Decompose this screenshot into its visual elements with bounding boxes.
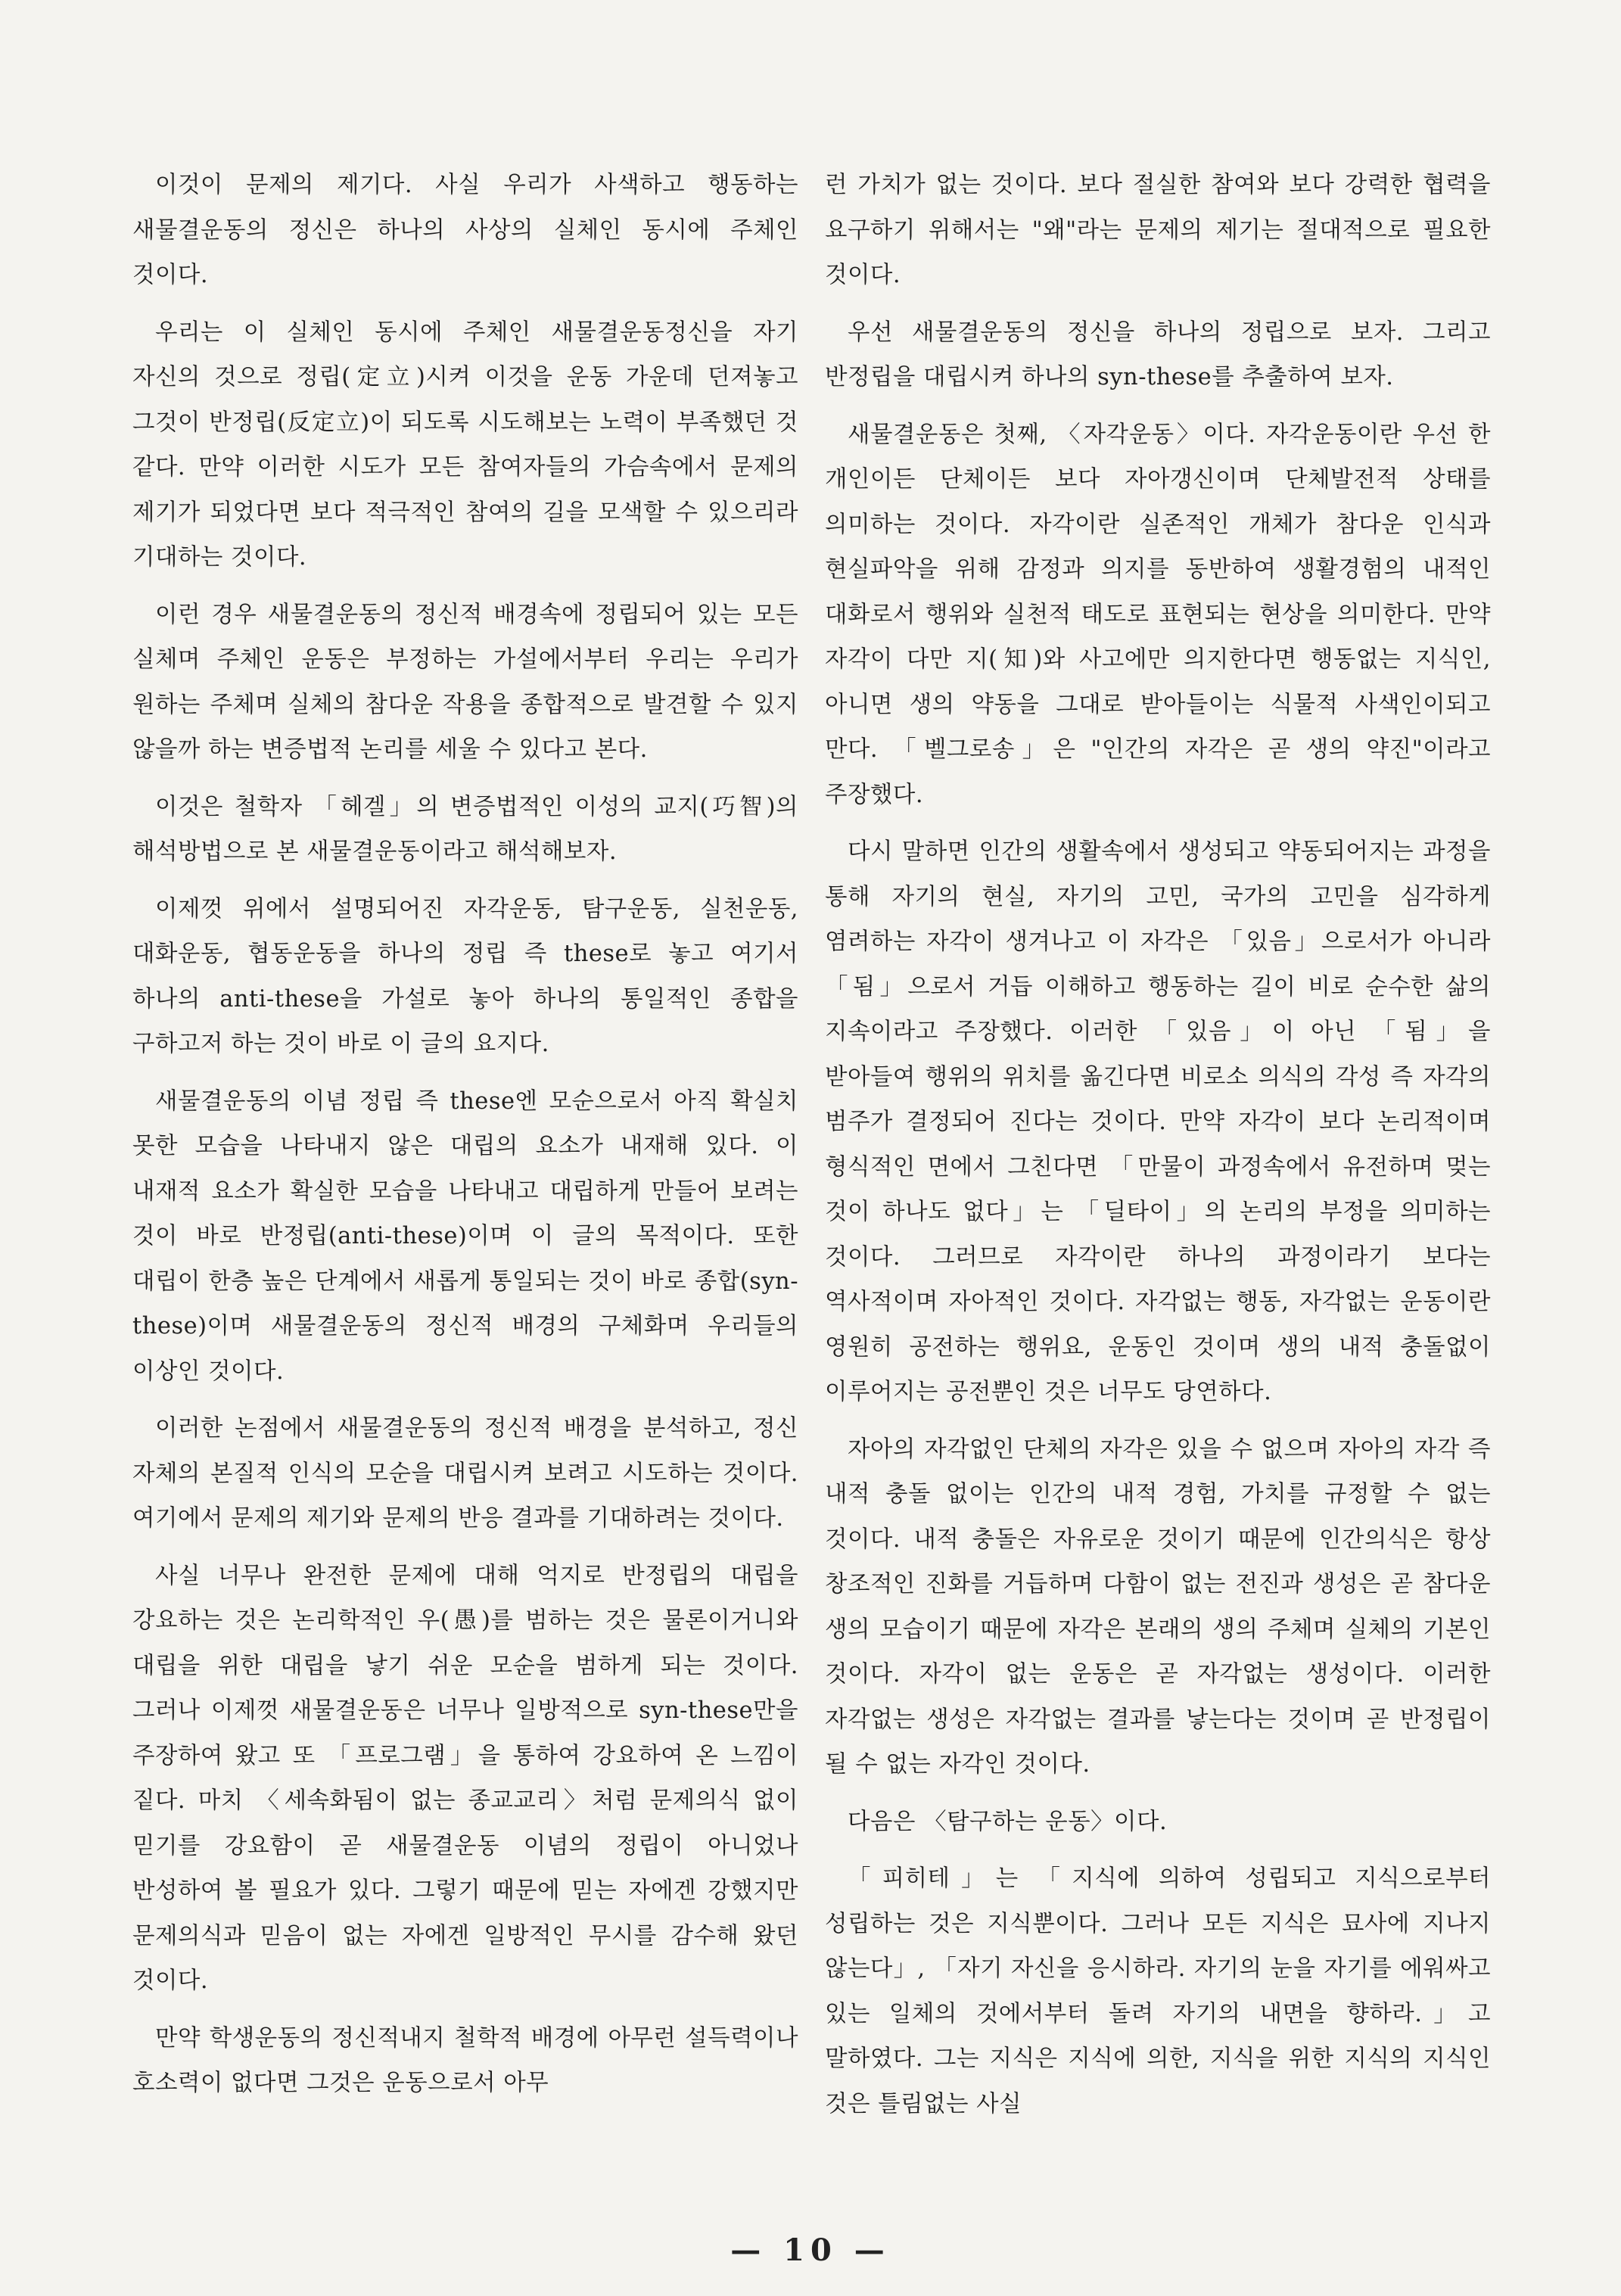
paragraph: 다음은 〈탐구하는 운동〉이다. [848, 1808, 1168, 1835]
right-column [825, 163, 1491, 2139]
paragraph: 자아의 자각없인 단체의 자각은 있을 수 없으며 자아의 자각 즉 내적 충돌 없이는 인간의 내적 경험, 가치를 규정할 수 없는 것이다. 내적 충돌은 자유로운 것이기 때문에 인간의식은 항상 창조적인 진화를 거듭하며 다함이 없는 전진과 생성은 곧 참다운 생의 모습이기 때문에 자각은 본래의 생의 주체며 실체의 기본인 것이다. 자각이 없는 운동은 곧 자각없는 생성이다. 이러한 자각없는 생성은 자각없는 결과를 낳는다는 것이며 곧 반정립이 될 수 없는 자각인 것이다. [825, 1436, 1491, 1778]
paragraph: 우선 새물결운동의 정신을 하나의 정립으로 보자. 그리고 반정립을 대립시켜 하나의 syn-these를 추출하여 보자. [825, 319, 1491, 390]
paragraph: 새물결운동의 이념 정립 즉 these엔 모순으로서 아직 확실치 못한 모습을 나타내지 않은 대립의 요소가 내재해 있다. 이 내재적 요소가 확실한 모습을 나타내고 대립하게 만들어 보려는 것이 바로 반정립(anti-these)이며 이 글의 목적이다. 또한 대립이 한층 높은 단계에서 새롭게 통일되는 것이 바로 종합(syn-these)이며 새물결운동의 정신적 배경의 구체화며 우리들의 이상인 것이다. [132, 1087, 798, 1385]
paragraph: 런 가치가 없는 것이다. 보다 절실한 참여와 보다 강력한 협력을 요구하기 위해서는 "왜"라는 문제의 제기는 절대적으로 필요한 것이다. [825, 172, 1491, 288]
paragraph: 다시 말하면 인간의 생활속에서 생성되고 약동되어지는 과정을 통해 자기의 현실, 자기의 고민, 국가의 고민을 심각하게 염려하는 자각이 생겨나고 이 자각은 「있음」으로서가 아니라 「됨」으로서 거듭 이해하고 행동하는 길이 비로 순수한 삶의 지속이라고 주장했다. 이러한 「있음」이 아닌 「됨」을 받아들여 행위의 위치를 옮긴다면 비로소 의식의 각성 즉 자각의 범주가 결정되어 진다는 것이다. 만약 자각이 보다 논리적이며 형식적인 면에서 그친다면 「만물이 과정속에서 유전하며 멎는 것이 하나도 없다」는 「딜타이」의 논리의 부정을 의미하는 것이다. 그러므로 자각이란 하나의 과정이라기 보다는 역사적이며 자아적인 것이다. 자각없는 행동, 자각없는 운동이란 영원히 공전하는 행위요, 운동인 것이며 생의 내적 충돌없이 이루어지는 공전뿐인 것은 너무도 당연하다. [825, 838, 1491, 1405]
paragraph: 사실 너무나 완전한 문제에 대해 억지로 반정립의 대립을 강요하는 것은 논리학적인 우(愚)를 범하는 것은 물론이거니와 대립을 위한 대립을 낳기 쉬운 모순을 범하게 되는 것이다. 그러나 이제껏 새물결운동은 너무나 일방적으로 syn-these만을 주장하여 왔고 또 「프로그램」을 통하여 강요하여 온 느낌이 짙다. 마치 〈세속화됨이 없는 종교교리〉처럼 문제의식 없이 믿기를 강요함이 곧 새물결운동 이념의 정립이 아니었나 반성하여 볼 필요가 있다. 그렇기 때문에 믿는 자에겐 강했지만 문제의식과 믿음이 없는 자에겐 일방적인 무시를 감수해 왔던 것이다. [132, 1562, 798, 1994]
paragraph: 이것은 철학자 「헤겔」의 변증법적인 이성의 교지(巧智)의 해석방법으로 본 새물결운동이라고 해석해보자. [132, 793, 798, 865]
paragraph: 이러한 논점에서 새물결운동의 정신적 배경을 분석하고, 정신 자체의 본질적 인식의 모순을 대립시켜 보려고 시도하는 것이다. 여기에서 문제의 제기와 문제의 반응 결과를 기대하려는 것이다. [132, 1415, 798, 1532]
page-number: — 10 — [730, 2232, 891, 2268]
left-column [132, 163, 798, 2118]
paragraph: 새물결운동은 첫째, 〈자각운동〉이다. 자각운동이란 우선 한 개인이든 단체이든 보다 자아갱신이며 단체발전적 상태를 의미하는 것이다. 자각이란 실존적인 개체가 참다운 인식과 현실파악을 위해 감정과 의지를 동반하여 생활경험의 내적인 대화로서 행위와 실천적 태도로 표현되는 현상을 의미한다. 만약 자각이 다만 지(知)와 사고에만 의지한다면 행동없는 지식인, 아니면 생의 약동을 그대로 받아들이는 식물적 사색인이되고 만다. 「벨그로송」은 "인간의 자각은 곧 생의 약진"이라고 주장했다. [825, 421, 1491, 808]
paragraph: 이런 경우 새물결운동의 정신적 배경속에 정립되어 있는 모든 실체며 주체인 운동은 부정하는 가설에서부터 우리는 우리가 원하는 주체며 실체의 참다운 작용을 종합적으로 발견할 수 있지 않을까 하는 변증법적 논리를 세울 수 있다고 본다. [132, 601, 798, 763]
paragraph: 이것이 문제의 제기다. 사실 우리가 사색하고 행동하는 새물결운동의 정신은 하나의 사상의 실체인 동시에 주체인 것이다. [132, 172, 798, 288]
paragraph: 이제껏 위에서 설명되어진 자각운동, 탐구운동, 실천운동, 대화운동, 협동운동을 하나의 정립 즉 these로 놓고 여기서 하나의 anti-these을 가설로 놓아 하나의 통일적인 종합을 구하고저 하는 것이 바로 이 글의 요지다. [132, 895, 798, 1057]
paragraph: 「피히테」는 「지식에 의하여 성립되고 지식으로부터 성립하는 것은 지식뿐이다. 그러나 모든 지식은 묘사에 지나지 않는다」, 「자기 자신을 응시하라. 자기의 눈을 자기를 에워싸고 있는 일체의 것에서부터 돌려 자기의 내면을 향하라.」고 말하였다. 그는 지식은 지식에 의한, 지식을 위한 지식의 지식인 것은 틀림없는 사실 [825, 1865, 1491, 2117]
paragraph: 우리는 이 실체인 동시에 주체인 새물결운동정신을 자기 자신의 것으로 정립(定立)시켜 이것을 운동 가운데 던져놓고 그것이 반정립(反定立)이 되도록 시도해보는 노력이 부족했던 것 같다. 만약 이러한 시도가 모든 참여자들의 가슴속에서 문제의 제기가 되었다면 보다 적극적인 참여의 길을 모색할 수 있으리라 기대하는 것이다. [132, 319, 798, 571]
paragraph: 만약 학생운동의 정신적내지 철학적 배경에 아무런 설득력이나 호소력이 없다면 그것은 운동으로서 아무 [132, 2024, 798, 2096]
